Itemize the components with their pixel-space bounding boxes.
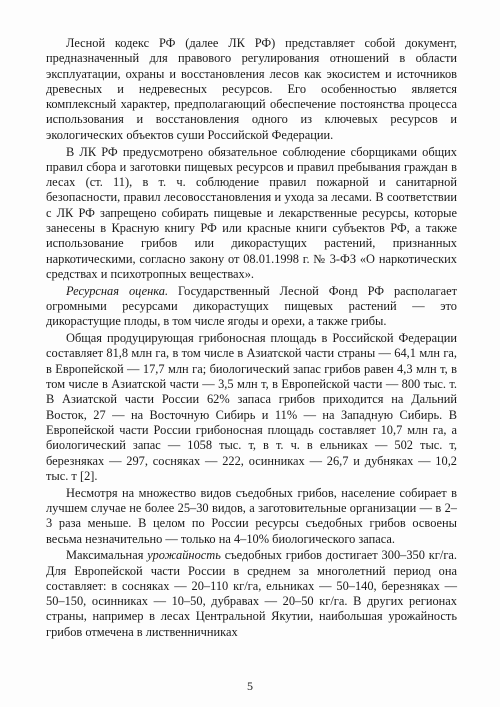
paragraph-yield (46, 548, 457, 640)
paragraph-collection-rules (46, 145, 457, 283)
paragraph-text: съедобных грибов достигает 300–350 кг/га. Для Европейской части России в среднем за многолетний период она составляет: в сосняках — 20–110 кг/га, ельниках — 50–140, березняках — 50–150, осинниках — 10–50, дубравах — 20–50 кг/га. В других регионах страны, например в лесах Центральной Якутии, наибольшая урожайность грибов отмечена в лиственничниках (46, 548, 457, 639)
yield-term: урожайность (147, 548, 221, 563)
paragraph-text: Государственный Лесной Фонд РФ располагает огромными ресурсами дикорастущих пищевых растений — это дикорастущие плоды, в том числе ягоды и орехи, а также грибы. (46, 283, 458, 329)
paragraph-mushroom-species (46, 486, 457, 547)
paragraph-text: В ЛК РФ предусмотрено обязательное соблюдение сборщиками общих правил сбора и заготовки пищевых ресурсов и правил пребывания граждан в лесах (ст. 11), в т. ч. соблюдение правил пожарной и санитарной безопасности, правил лесовосстановления и ухода за лесами. В соответствии с ЛК РФ запрещено собирать пищевые и лекарственные ресурсы, которые занесены в Красную книгу РФ или красные книги субъектов РФ, а также использование грибов или дикорастущих растений, признанных наркотическими, согласно закону от 08.01.1998 г. № 3-ФЗ «О наркотических средствах и психотропных веществах». (46, 144, 457, 281)
paragraph-text: Общая продуцирующая грибоносная площадь в Российской Федерации составляет 81,8 млн га, в том числе в Азиатской части страны — 64,1 млн га, в Европейской — 17,7 млн га; биологический запас грибов равен 4,3 млн т, в том числе в Азиатской части — 3,5 млн т, в Европейской части — 800 тыс. т. В Азиатской части России 62% запаса грибов приходится на Дальний Восток, 27 — на Восточную Сибирь и 11% — на Западную Сибирь. В Европейской части России грибоносная площадь составляет 10,7 млн га, а биологический запас — 1058 тыс. т, в т. ч. в ельниках — 502 тыс. т, березняках — 297, сосняках — 222, осинниках — 26,7 и дубняках — 10,2 тыс. т [2]. (46, 331, 457, 483)
paragraph-mushroom-area (46, 331, 457, 484)
paragraph-text: Несмотря на множество видов съедобных грибов, население собирает в лучшем случае не более 25–30 видов, а заготовительные организации — в 2–3 раза меньше. В целом по России ресурсы съедобных грибов освоены весьма незначительно — только на 4–10% биологического запаса. (46, 485, 457, 546)
paragraph-text: Лесной кодекс РФ (далее ЛК РФ) представляет собой документ, предназначенный для правового регулирования отношений в области эксплуатации, охраны и восстановления лесов как экосистем и источников древесных и недревесных ресурсов. Его особенностью является комплексный характер, предполагающий обеспечение постоянства процесса использования и восстановления одного из ключевых ресурсов и экологических объектов суши Российской Федерации. (46, 36, 457, 142)
paragraph-forest-code (46, 36, 457, 143)
page-number: 5 (247, 679, 253, 693)
section-lead: Ресурсная оценка. (66, 283, 169, 298)
paragraph-prefix: Максимальная (66, 548, 148, 563)
body-text (46, 36, 457, 640)
paragraph-resource-assessment (46, 284, 457, 330)
